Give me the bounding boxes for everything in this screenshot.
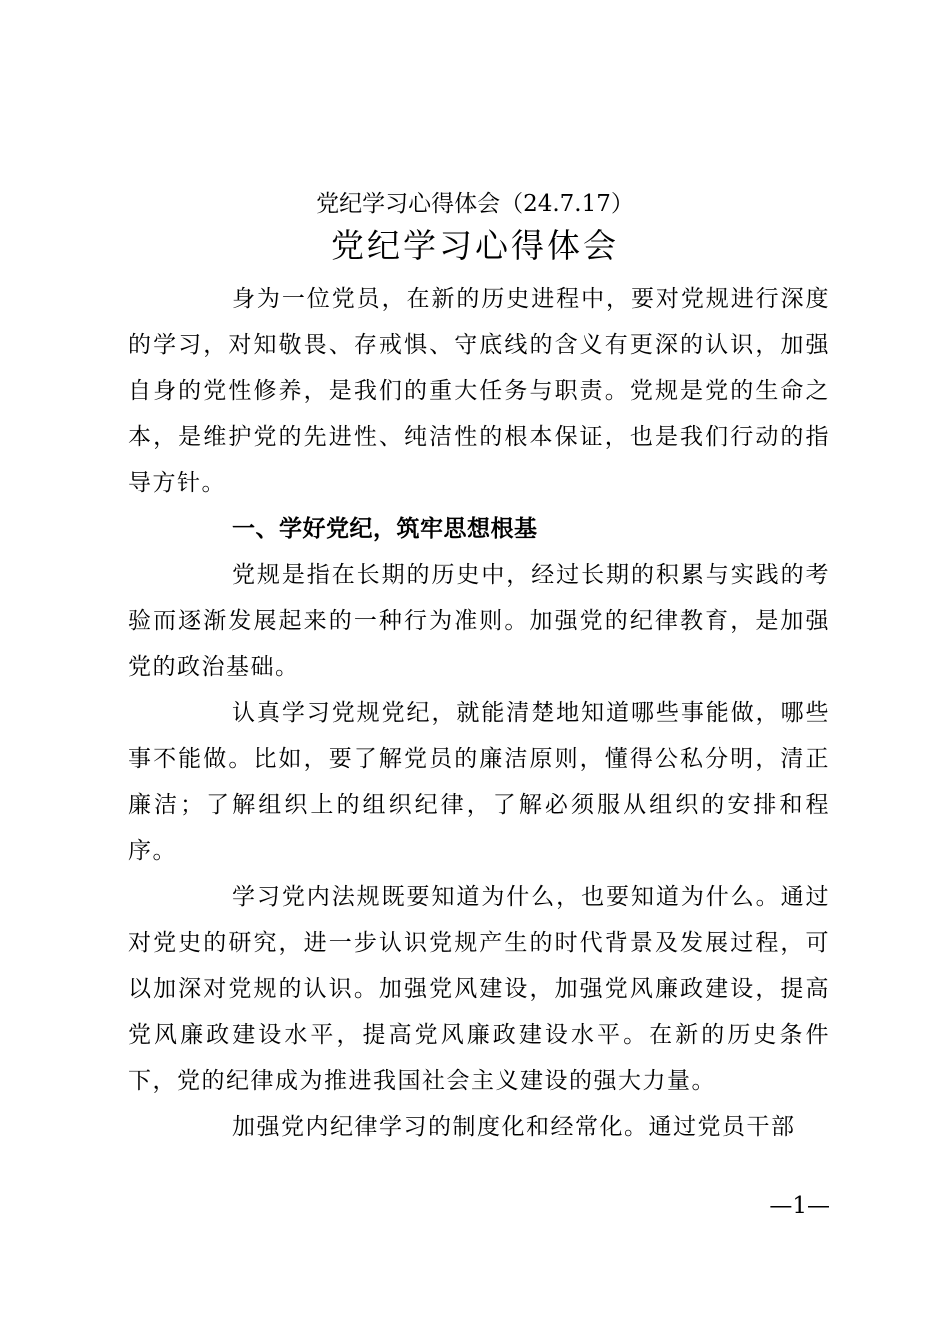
document-body — [128, 276, 830, 1150]
document-subtitle: 党纪学习心得体会（24.7.17） — [316, 191, 634, 217]
paragraph-study-regulations: 学习党内法规既要知道为什么，也要知道为什么。通过对党史的研究，进一步认识党规产生的时代背景及发展过程，可以加深对党规的认识。加强党风建设，加强党风廉政建设，提高党风廉政建设水平，提高党风廉政建设水平。在新的历史条件下，党的纪律成为推进我国社会主义建设的强大力量。 — [128, 884, 830, 1094]
paragraph-study-rules: 认真学习党规党纪，就能清楚地知道哪些事能做，哪些事不能做。比如，要了解党员的廉洁原则，懂得公私分明，清正廉洁；了解组织上的组织纪律，了解必须服从组织的安排和程序。 — [128, 700, 830, 864]
document-title: 党纪学习心得体会 — [331, 226, 619, 265]
paragraph-institutionalize: 加强党内纪律学习的制度化和经常化。通过党员干部 — [232, 1114, 796, 1140]
section-heading-1: 一、学好党纪，筑牢思想根基 — [232, 516, 538, 542]
paragraph-intro: 身为一位党员，在新的历史进程中，要对党规进行深度的学习，对知敬畏、存戒惧、守底线的含义有更深的认识，加强自身的党性修养，是我们的重大任务与职责。党规是党的生命之本，是维护党的先进性、纯洁性的根本保证，也是我们行动的指导方针。 — [128, 286, 830, 496]
paragraph-party-rules: 党规是指在长期的历史中，经过长期的积累与实践的考验而逐渐发展起来的一种行为准则。加强党的纪律教育，是加强党的政治基础。 — [128, 562, 830, 680]
page-number: —1— — [769, 1193, 830, 1219]
